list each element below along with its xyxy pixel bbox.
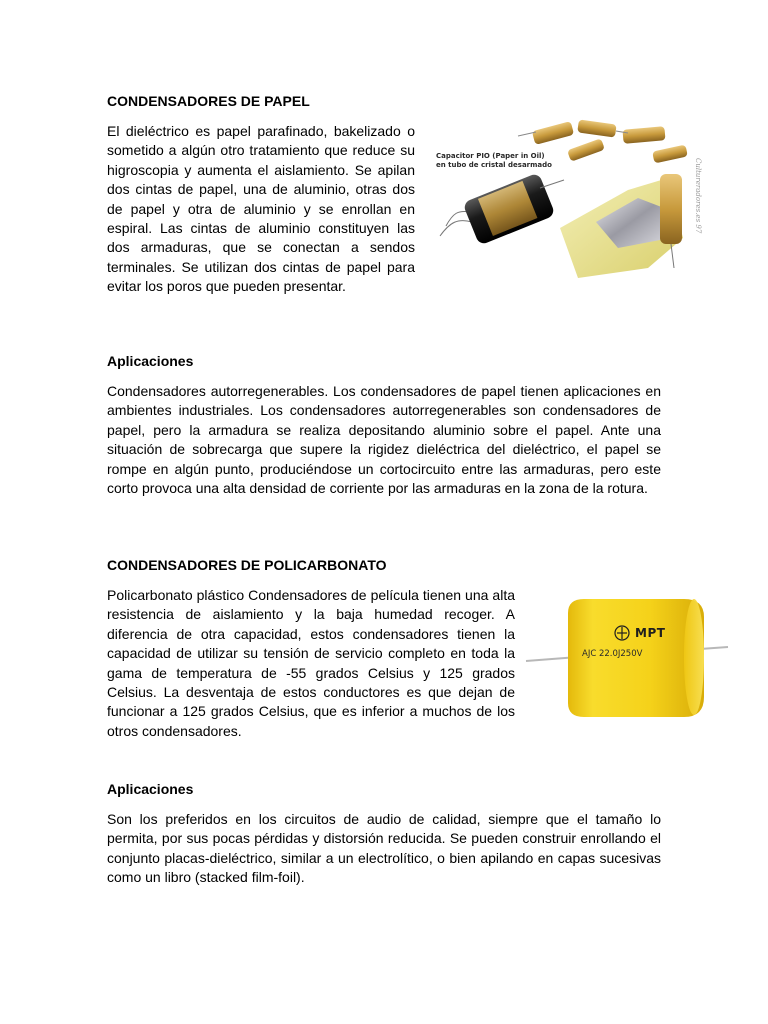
applications-body-polycarbonate: Son los preferidos en los circuitos de audio de calidad, siempre que el tamaño lo permita, por sus pocas pérdidas y distorsión reducida. Se pueden construir enrollando el conjunto placas-dieléctrico, similar a un electrolítico, o bien apilando en capas sucesivas como un libro (stacked film-foil).: [107, 811, 661, 886]
applications-body-paper: Condensadores autorregenerables. Los condensadores de papel tienen aplicaciones en ambientes industriales. Los condensadores autorregenerables son condensadores de papel, pero la armadura se realiza depositando aluminio sobre el papel. Ante una situación de sobrecarga que supere la rigidez dieléctrica del dieléctrico, el papel se rompe en algún punto, produciéndose un cortocircuito entre las armaduras, pero este corto provoca una alta densidad de corriente por las armaduras en la zona de la rotura.: [107, 383, 661, 497]
section-body-paper: El dieléctrico es papel parafinado, bakelizado o sometido a algún otro tratamiento que reduce su higroscopia y aumenta el aislamiento. Se apilan dos cintas de papel, una de aluminio, otras dos de papel y otra de aluminio y se enrollan en espiral. Las cintas de aluminio constituyen las dos armaduras, que se conectan a sendos terminales. Se utilizan dos cintas de papel para evitar los poros que pueden presentar.: [107, 123, 415, 295]
applications-title-paper: Aplicaciones: [107, 353, 194, 369]
applications-title-polycarbonate: Aplicaciones: [107, 781, 194, 797]
capacitor-brand: MPT: [635, 626, 666, 640]
capacitor-rating: AJC 22.0J250V: [582, 649, 643, 659]
section-title-paper: CONDENSADORES DE PAPEL: [107, 93, 310, 109]
figure-watermark: Cultureradores.es 97: [694, 158, 702, 234]
figure-caption-line-1: Capacitor PIO (Paper in Oil): [436, 152, 545, 160]
unrolled-foil: [560, 174, 683, 278]
glass-tube-capacitor: [440, 172, 564, 245]
paper-capacitor-illustration: [428, 118, 713, 280]
capacitor-lead-right: [700, 647, 728, 649]
paper-capacitor-photo: [428, 118, 713, 280]
yellow-film-capacitor-photo: [524, 585, 730, 725]
figure-caption-line-2: en tubo de cristal desarmado: [436, 161, 552, 169]
section-title-polycarbonate: CONDENSADORES DE POLICARBONATO: [107, 557, 387, 573]
figure-caption: [436, 152, 552, 170]
section-body-polycarbonate: Policarbonato plástico Condensadores de película tienen una alta resistencia de aislamiento y la baja humedad recoger. A diferencia de otra capacidad, estos condensadores tienen la capacidad de utilizar su tensión de servicio completo en toda la gama de temperatura de -55 grados Celsius y 125 grados Celsius. La desventaja de estos conductores es que dejan de funcionar a 125 grados Celsius, que es inferior a muchos de los otros condensadores.: [107, 587, 515, 739]
